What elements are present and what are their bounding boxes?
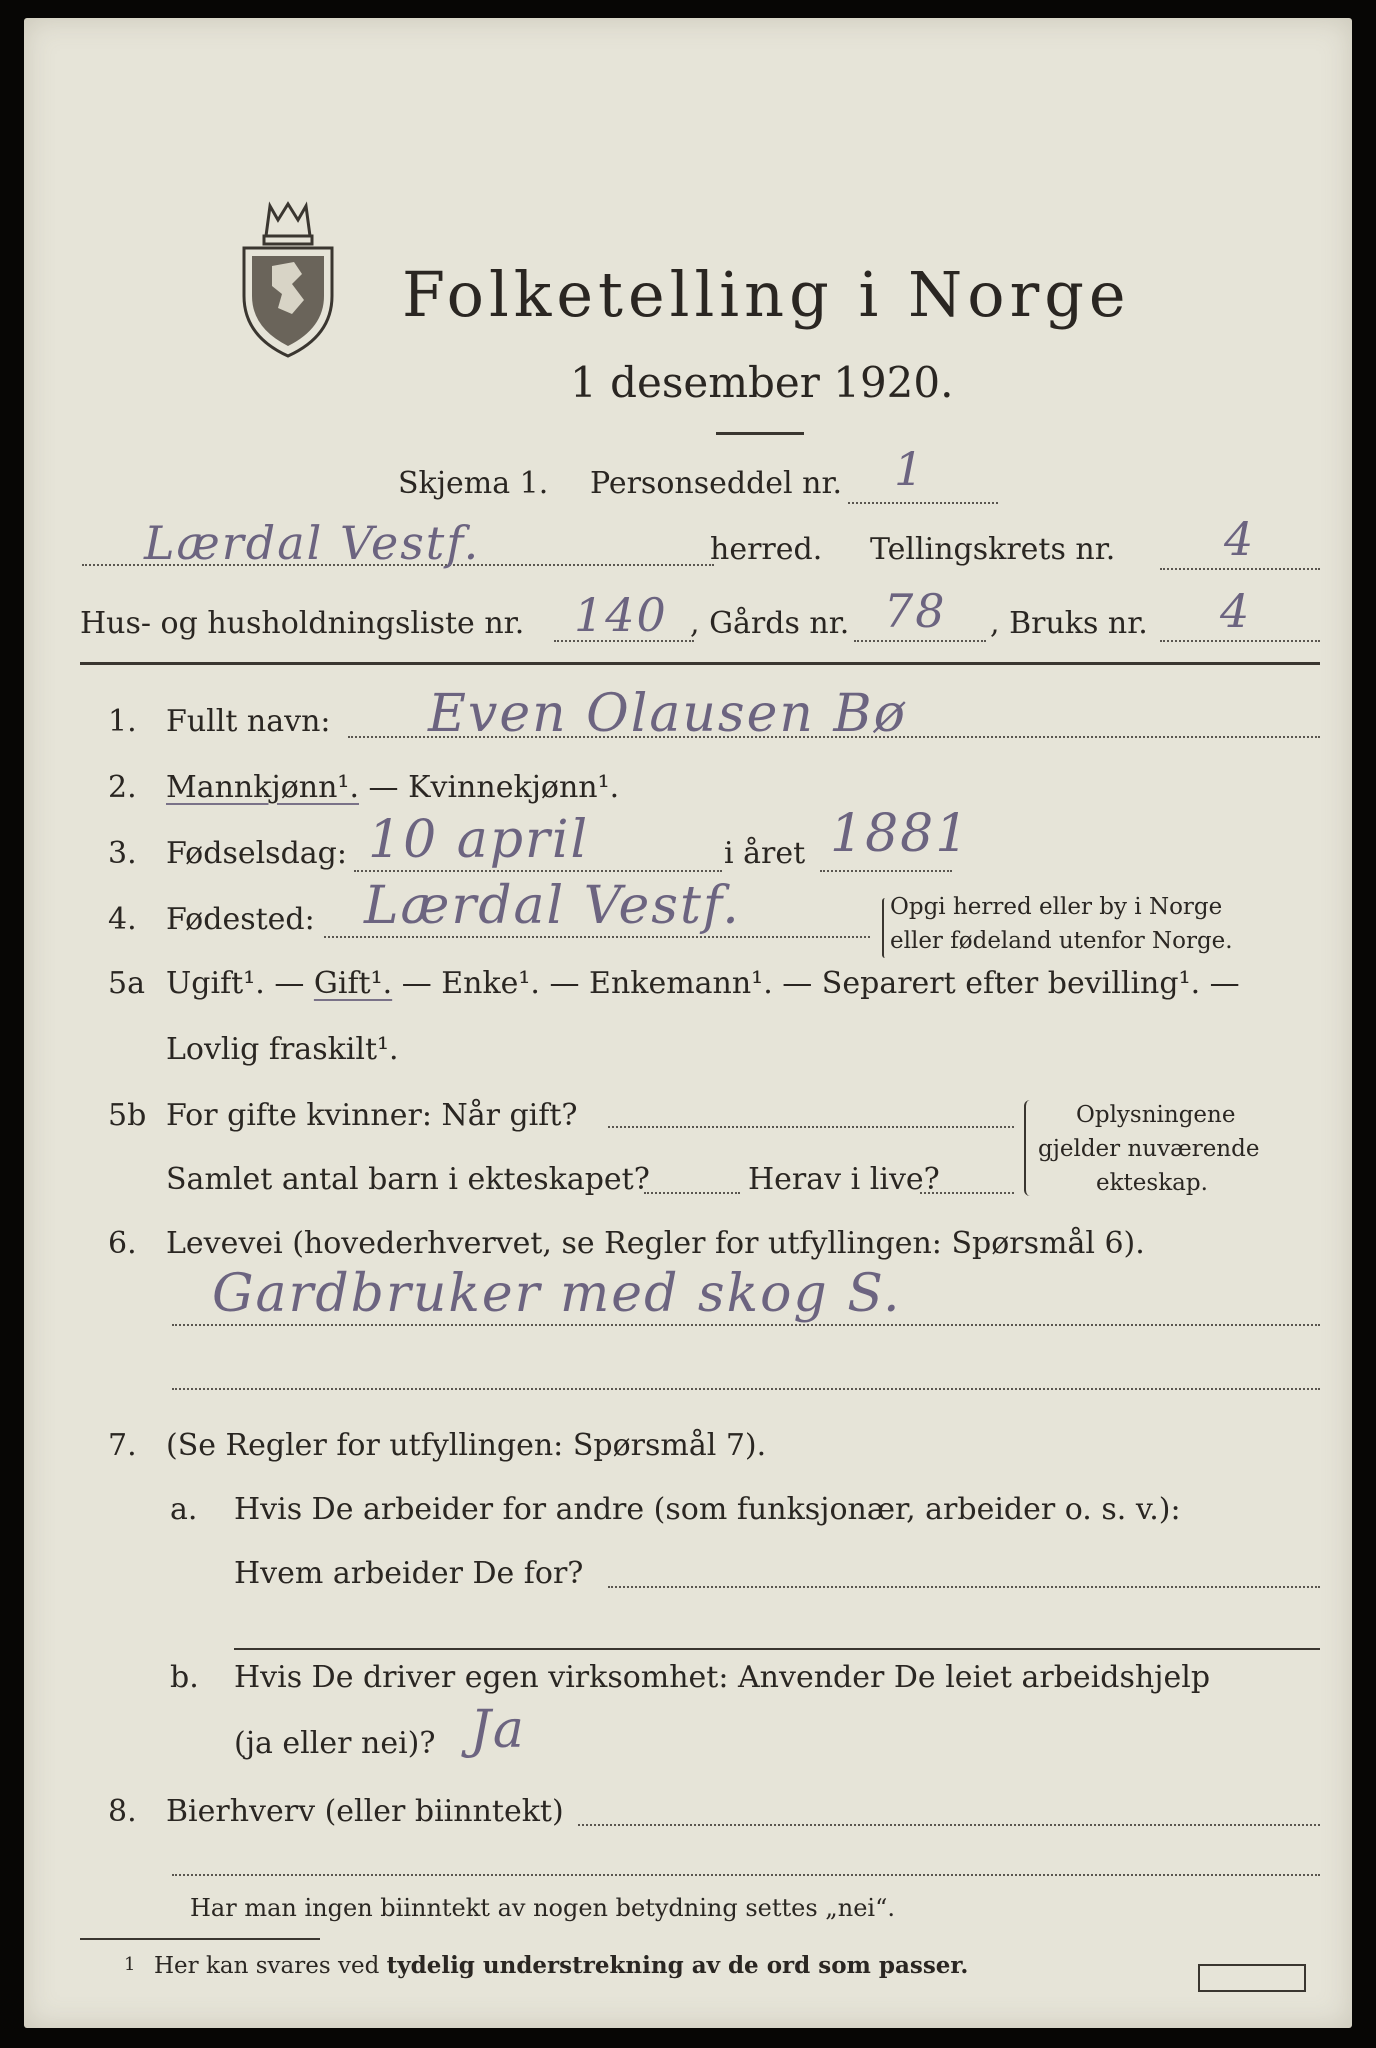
q5b-note-line3: ekteskap. bbox=[1096, 1170, 1208, 1196]
q8-line2[interactable] bbox=[172, 1874, 1320, 1876]
tellingskrets-label: Tellingskrets nr. bbox=[870, 532, 1116, 567]
option-female[interactable]: Kvinnekjønn¹. bbox=[408, 770, 620, 805]
q7a-line1: Hvis De arbeider for andre (som funksjonær, arbeider o. s. v.): bbox=[234, 1492, 1181, 1527]
herred-value[interactable]: Lærdal Vestf. bbox=[144, 516, 481, 570]
q4-note-line1: Opgi herred eller by i Norge bbox=[890, 894, 1223, 920]
q5b-children-line[interactable] bbox=[644, 1192, 740, 1194]
q7a-letter: a. bbox=[170, 1492, 198, 1527]
occupation-value[interactable]: Gardbruker med skog S. bbox=[212, 1264, 902, 1324]
footnote-mark: 1 bbox=[124, 1954, 136, 1975]
footer-note: Har man ingen biinntekt av nogen betydning settes „nei“. bbox=[190, 1894, 895, 1922]
q5b-alive-line[interactable] bbox=[920, 1192, 1014, 1194]
personseddel-label: Personseddel nr. bbox=[590, 466, 843, 501]
personseddel-value[interactable]: 1 bbox=[894, 442, 926, 496]
title-divider bbox=[716, 432, 804, 435]
q8-number: 8. bbox=[108, 1794, 137, 1829]
form-title: Folketelling i Norge bbox=[402, 258, 1131, 331]
q7b-line2: (ja eller nei)? bbox=[234, 1726, 436, 1761]
q4-note-line2: eller fødeland utenfor Norge. bbox=[890, 928, 1233, 954]
census-form-page bbox=[24, 18, 1352, 2028]
footnote-rule bbox=[80, 1938, 320, 1940]
gards-value[interactable]: 78 bbox=[884, 584, 947, 638]
footnote-text-a: Her kan svares ved bbox=[154, 1953, 380, 1979]
printer-stamp bbox=[1198, 1964, 1306, 1992]
q7a-line2: Hvem arbeider De for? bbox=[234, 1556, 584, 1591]
full-name-value[interactable]: Even Olausen Bø bbox=[428, 684, 907, 744]
q8-line[interactable] bbox=[578, 1824, 1320, 1826]
q5b-children-label: Samlet antal barn i ekteskapet? bbox=[166, 1162, 650, 1197]
q4-bracket bbox=[882, 898, 888, 958]
q5b-bracket bbox=[1024, 1100, 1036, 1196]
q5a-number: 5a bbox=[108, 966, 145, 1001]
census-date: 1 desember 1920. bbox=[570, 358, 954, 407]
q3-label: Fødselsdag: bbox=[166, 836, 347, 871]
birth-year-value[interactable]: 1881 bbox=[830, 804, 971, 864]
q5b-number: 5b bbox=[108, 1098, 147, 1133]
q5b-married-when: For gifte kvinner: Når gift? bbox=[166, 1098, 578, 1133]
q1-label: Fullt navn: bbox=[166, 704, 331, 739]
q8-label: Bierhverv (eller biinntekt) bbox=[166, 1794, 564, 1829]
q6-line2[interactable] bbox=[172, 1388, 1320, 1390]
tellingskrets-value[interactable]: 4 bbox=[1224, 512, 1256, 566]
gards-line bbox=[854, 640, 986, 642]
birthplace-value[interactable]: Lærdal Vestf. bbox=[364, 876, 741, 936]
option-ugift[interactable]: Ugift¹. — bbox=[166, 966, 305, 1001]
q4-label: Fødested: bbox=[166, 902, 315, 937]
household-value[interactable]: 140 bbox=[574, 588, 668, 642]
bruks-value[interactable]: 4 bbox=[1220, 584, 1252, 638]
q2-number: 2. bbox=[108, 770, 137, 805]
q6-line1 bbox=[172, 1324, 1320, 1326]
household-label: Hus- og husholdningsliste nr. bbox=[80, 606, 525, 641]
personseddel-line bbox=[848, 502, 998, 504]
q2-sex-options bbox=[166, 770, 619, 805]
norway-coat-of-arms-icon bbox=[232, 196, 344, 362]
q5a-options bbox=[166, 966, 1240, 1001]
birth-date-value[interactable]: 10 april bbox=[368, 810, 590, 870]
footnote-text bbox=[154, 1952, 968, 1979]
option-male[interactable]: Mannkjønn¹. bbox=[166, 770, 359, 805]
q3-number: 3. bbox=[108, 836, 137, 871]
q7-number: 7. bbox=[108, 1428, 137, 1463]
q5b-alive-label: Herav i live? bbox=[748, 1162, 940, 1197]
q7a-employer-line[interactable] bbox=[608, 1586, 1320, 1588]
q7a-extra-line bbox=[234, 1648, 1320, 1650]
q3-year-line bbox=[820, 870, 952, 872]
q3-date-line bbox=[354, 870, 722, 872]
footnote-text-b: tydelig understrekning av de ord som passer. bbox=[386, 1952, 969, 1979]
q6-label: Levevei (hovederhvervet, se Regler for utfyllingen: Spørsmål 6). bbox=[166, 1226, 1145, 1261]
hired-help-value[interactable]: Ja bbox=[470, 1700, 526, 1760]
q5b-note-line1: Oplysningene bbox=[1076, 1102, 1236, 1128]
q5b-line1[interactable] bbox=[608, 1126, 1014, 1128]
bruks-label: , Bruks nr. bbox=[990, 606, 1148, 641]
option-gift[interactable]: Gift¹. bbox=[313, 966, 393, 1001]
gards-label: , Gårds nr. bbox=[690, 606, 850, 641]
herred-label: herred. bbox=[710, 532, 823, 567]
option-fraskilt[interactable]: Lovlig fraskilt¹. bbox=[166, 1032, 399, 1067]
q5b-note-line2: gjelder nuværende bbox=[1038, 1136, 1260, 1162]
q3-year-label: i året bbox=[724, 836, 806, 871]
q6-number: 6. bbox=[108, 1226, 137, 1261]
tellingskrets-line bbox=[1160, 568, 1320, 570]
q7b-line1: Hvis De driver egen virksomhet: Anvender De leiet arbeidshjelp bbox=[234, 1660, 1211, 1695]
q7b-letter: b. bbox=[170, 1660, 199, 1695]
q1-number: 1. bbox=[108, 704, 137, 739]
option-rest[interactable]: — Enke¹. — Enkemann¹. — Separert efter bevilling¹. — bbox=[401, 966, 1240, 1001]
q4-line bbox=[324, 936, 870, 938]
q7-label: (Se Regler for utfyllingen: Spørsmål 7). bbox=[166, 1428, 767, 1463]
header-separator bbox=[80, 662, 1320, 665]
bruks-line bbox=[1160, 640, 1320, 642]
schema-label: Skjema 1. bbox=[398, 466, 549, 501]
q4-number: 4. bbox=[108, 902, 137, 937]
q2-separator: — bbox=[368, 770, 399, 805]
